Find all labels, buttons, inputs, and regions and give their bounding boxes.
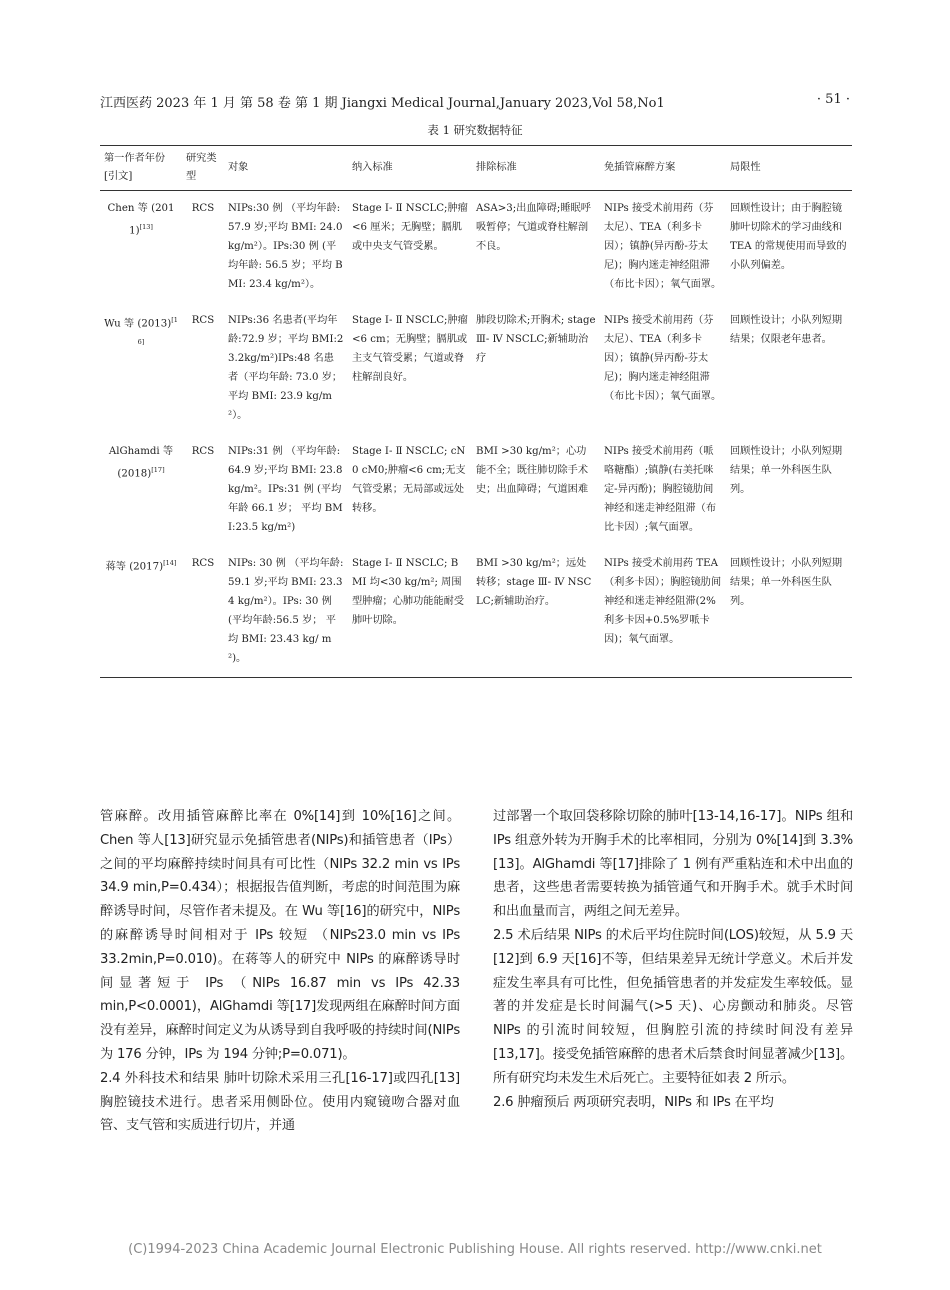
cell-type: RCS: [191, 446, 215, 457]
cell-anesthesia: NIPs 接受术前用药（芬太尼）、TEA（利多卡因）；镇静(异丙酚-芬太尼)；胸内迷走神经阻滞（布比卡因）；氧气面罩。: [604, 315, 722, 402]
header-anesthesia: 免插管麻醉方案: [604, 162, 676, 173]
page-number: · 51 ·: [816, 92, 850, 107]
cell-author: [100, 303, 182, 434]
header-author: 第一作者年份[引文]: [104, 153, 166, 182]
cell-subjects: NIPs:30 例 （平均年龄:57.9 岁;平均 BMI: 24.0 kg/m²）。IPs:30 例 (平均年龄: 56.5 岁；平均 BMI: 23.4 kg/m²）。: [228, 203, 343, 290]
cell-anesthesia: NIPs 接受术前用药（芬太尼）、TEA（利多卡因）；镇静(异丙酚-芬太尼)；胸内迷走神经阻滞（布比卡因）；氧气面罩。: [604, 203, 722, 290]
cell-exclusion: BMI >30 kg/m²；远处转移；stage Ⅲ- Ⅳ NSCLC;新辅助治疗。: [476, 558, 592, 607]
cell-subjects: NIPs: 30 例 （平均年龄:59.1 岁;平均 BMI: 23.34 kg/m²）。IPs: 30 例 (平均年龄:56.5 岁； 平均 BMI: 23.43 kg/ m²)。: [228, 558, 344, 664]
author-text: Wu 等 (2013): [104, 318, 172, 330]
cell-exclusion: ASA>3;出血障碍;睡眠呼吸暂停；气道或脊柱解剖不良。: [476, 203, 591, 252]
paragraph-anesthesia-time: 管麻醉。改用插管麻醉比率在 0%[14]到 10%[16]之间。Chen 等人[13]研究显示免插管患者(NIPs)和插管患者（IPs）之间的平均麻醉持续时间具有可比性（NIPs 32.2 min vs IPs 34.9 min,P=0.434）；根据报告值判断，考虑的时间范围为麻醉诱导时间，尽管作者未提及。在 Wu 等[16]的研究中，NIPs 的麻醉诱导时间相对于 IPs 较短 （NIPs23.0 min vs IPs 33.2min,P=0.010)。在蒋等人的研究中 NIPs 的麻醉诱导时间显著短于 IPs （NIPs 16.87 min vs IPs 42.33 min,P<0.0001)，AlGhamdi 等[17]发现两组在麻醉时间方面没有差异，麻醉时间定义为从诱导到自我呼吸的持续时间(NIPs 为 176 分钟，IPs 为 194 分钟;P=0.071)。: [100, 809, 460, 1062]
table-row: [100, 191, 852, 304]
cell-author: [100, 434, 182, 546]
cell-type: RCS: [191, 558, 215, 569]
cell-exclusion: 肺段切除术;开胸术; stage Ⅲ- Ⅳ NSCLC;新辅助治疗: [476, 315, 596, 364]
cell-limitation: 回顾性设计；小队列短期结果；单一外科医生队列。: [730, 446, 843, 495]
cell-limitation: 回顾性设计；小队列短期结果；单一外科医生队列。: [730, 558, 843, 607]
cell-inclusion: Stage Ⅰ- Ⅱ NSCLC; BMI 均<30 kg/m²; 周围型肿瘤；心肺功能能耐受肺叶切除。: [352, 558, 465, 626]
cell-limitation: 回顾性设计；小队列短期结果；仅限老年患者。: [730, 315, 843, 345]
cell-inclusion: Stage Ⅰ- Ⅱ NSCLC; cN0 cM0;肿瘤<6 cm;无支气管受累；无局部或远处转移。: [352, 446, 466, 514]
journal-header: 江西医药 2023 年 1 月 第 58 卷 第 1 期 Jiangxi Medical Journal,January 2023,Vol 58,No1: [100, 96, 665, 111]
citation-ref: [16]: [137, 316, 178, 347]
header-type: 研究类型: [186, 153, 217, 182]
citation-ref: [17]: [151, 466, 165, 474]
cell-limitation: 回顾性设计；由于胸腔镜肺叶切除术的学习曲线和 TEA 的常规使用而导致的小队列偏差。: [730, 203, 847, 271]
body-column-right: [493, 805, 853, 1114]
cell-author: [100, 546, 182, 678]
header-inclusion: 纳入标准: [352, 162, 393, 173]
paragraph-postoperative-results: 2.5 术后结果 NIPs 的术后平均住院时间(LOS)较短，从 5.9 天[12]到 6.9 天[16]不等，但结果差异无统计学意义。术后并发症发生率具有可比性，但免插管患者的并发症发生率较低。显著的并发症是长时间漏气(>5 天)、心房颤动和肺炎。尽管 NIPs 的引流时间较短，但胸腔引流的持续时间没有差异[13,17]。接受免插管麻醉的患者术后禁食时间显著减少[13]。所有研究均未发生术后死亡。主要特征如表 2 所示。: [493, 927, 853, 1086]
study-characteristics-table: [100, 145, 852, 678]
cell-anesthesia: NIPs 接受术前用药（哌咯糖酯）;镇静(右美托咪定-异丙酚)；胸腔镜肋间神经和迷走神经阻滞（布比卡因）;氧气面罩。: [604, 446, 717, 533]
paragraph-surgical-results: 过部署一个取回袋移除切除的肺叶[13-14,16-17]。NIPs 组和 IPs 组意外转为开胸手术的比率相同，分别为 0%[14]到 3.3%[13]。AlGhamdi 等[17]排除了 1 例有严重粘连和术中出血的患者，这些患者需要转换为插管通气和开胸手术。就手术时间和出血量而言，两组之间无差异。: [493, 809, 853, 920]
paragraph-surgical-technique: 2.4 外科技术和结果 肺叶切除术采用三孔[16-17]或四孔[13]胸腔镜技术进行。患者采用侧卧位。使用内窥镜吻合器对血管、支气管和实质进行切片，并通: [100, 1070, 460, 1134]
table-header-row: [100, 146, 852, 191]
cell-anesthesia: NIPs 接受术前用药 TEA（利多卡因）；胸腔镜肋间神经和迷走神经阻滞(2% 利多卡因+0.5%罗哌卡因)；氧气面罩。: [604, 558, 722, 645]
header-subjects: 对象: [228, 162, 249, 173]
author-text: AlGhamdi 等 (2018): [108, 446, 174, 480]
author-text: 蒋等 (2017): [105, 561, 164, 573]
author-text: Chen 等 (2011): [107, 203, 175, 237]
cell-subjects: NIPs:36 名患者(平均年龄:72.9 岁；平均 BMI:23.2kg/m²)IPs:48 名患者（平均年龄: 73.0 岁；平均 BMI: 23.9 kg/m²）。: [228, 315, 344, 421]
table-row: [100, 434, 852, 546]
copyright-footer: (C)1994-2023 China Academic Journal Electronic Publishing House. All rights reserved. http://www.cnki.net: [128, 1242, 822, 1257]
header-limitation: 局限性: [730, 162, 761, 173]
cell-type: RCS: [191, 315, 215, 326]
table-row: [100, 546, 852, 678]
body-column-left: [100, 805, 460, 1138]
cell-subjects: NIPs:31 例 （平均年龄:64.9 岁;平均 BMI: 23.8 kg/m²。IPs:31 例 (平均年龄 66.1 岁； 平均 BMI:23.5 kg/m²): [228, 446, 343, 533]
table-title: 表 1 研究数据特征: [427, 123, 523, 137]
cell-exclusion: BMI >30 kg/m²；心功能不全；既往肺切除手术史；出血障碍；气道困难: [476, 446, 589, 495]
table-row: [100, 303, 852, 434]
cell-inclusion: Stage Ⅰ- Ⅱ NSCLC;肿瘤<6 cm；无胸壁；膈肌或主支气管受累；气道或脊柱解剖良好。: [352, 315, 468, 383]
header-exclusion: 排除标准: [476, 162, 517, 173]
cell-author: [100, 191, 182, 304]
paragraph-tumor-prognosis: 2.6 肿瘤预后 两项研究表明，NIPs 和 IPs 在平均: [493, 1094, 774, 1110]
cell-inclusion: Stage Ⅰ- Ⅱ NSCLC;肿瘤<6 厘米；无胸壁；膈肌或中央支气管受累。: [352, 203, 468, 252]
citation-ref: [14]: [163, 559, 177, 567]
cell-type: RCS: [191, 203, 215, 214]
citation-ref: [13]: [139, 223, 153, 231]
